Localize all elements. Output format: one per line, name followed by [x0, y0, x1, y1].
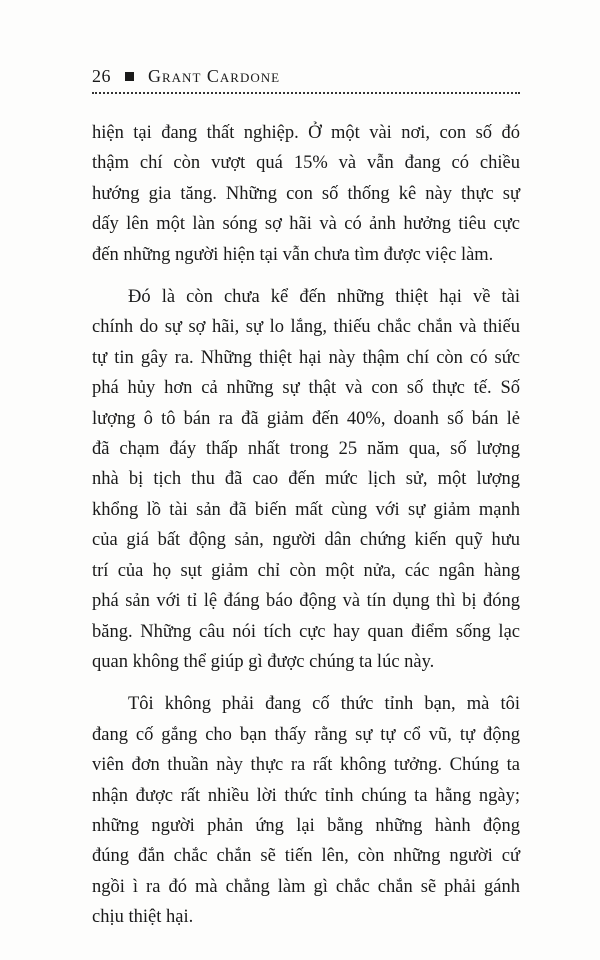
text-line: hiện tại đang thất nghiệp. Ở một vài nơi, con số đó [92, 123, 520, 143]
body-text [92, 118, 520, 933]
text-line: những người phản ứng lại bằng những hành động [92, 815, 520, 836]
text-line: chính do sự sợ hãi, sự lo lắng, thiếu chắc chắn và thiếu [92, 317, 520, 338]
square-bullet-icon [125, 72, 134, 81]
paragraph [92, 118, 520, 270]
text-line: Tôi không phải đang cố thức tỉnh bạn, mà tôi [128, 694, 520, 715]
text-line: đúng đắn chắc chắn sẽ tiến lên, còn những người cứ [92, 846, 520, 867]
text-line: tự tin gây ra. Những thiệt hại này thậm chí còn có sức [92, 347, 520, 368]
text-line: băng. Những câu nói tích cực hay quan điểm sống lạc [92, 621, 520, 642]
running-header [92, 62, 520, 90]
text-line: dấy lên một làn sóng sợ hãi và có ảnh hưởng tiêu cực [92, 214, 520, 235]
text-line: khổng lồ tài sản đã biến mất cùng với sự giảm mạnh [92, 499, 520, 520]
text-line: chịu thiệt hại. [92, 907, 194, 928]
paragraph [92, 282, 520, 677]
text-line: quan không thể giúp gì được chúng ta lúc này. [92, 651, 435, 672]
text-line: đang cố gắng cho bạn thấy rằng sự tự cổ vũ, tự động [92, 724, 520, 745]
text-line: nhận được rất nhiều lời thức tỉnh chúng ta hằng ngày; [92, 785, 520, 806]
text-line: phá sản với tỉ lệ đáng báo động và tín dụng thì bị đóng [92, 591, 520, 612]
header-divider [92, 92, 520, 94]
paragraph [92, 689, 520, 932]
text-line: nhà bị tịch thu đã cao đến mức lịch sử, một lượng [92, 469, 520, 490]
text-line: trí của họ sụt giảm chỉ còn một nửa, các ngân hàng [92, 560, 520, 581]
text-line: thậm chí còn vượt quá 15% và vẫn đang có chiều [92, 153, 520, 174]
text-line: hướng gia tăng. Những con số thống kê này thực sự [92, 183, 520, 204]
text-line: lượng ô tô bán ra đã giảm đến 40%, doanh số bán lẻ [92, 408, 520, 429]
text-line: viên đơn thuần này thực ra rất không tưởng. Chúng ta [92, 755, 520, 776]
author-name: Grant Cardone [148, 65, 281, 86]
text-line: đến những người hiện tại vẫn chưa tìm được việc làm. [92, 244, 494, 265]
text-line: Đó là còn chưa kể đến những thiệt hại về tài [128, 287, 520, 308]
text-line: ngồi ì ra đó mà chẳng làm gì chắc chắn sẽ phải gánh [92, 876, 520, 897]
page-number: 26 [92, 65, 111, 86]
text-line: phá hủy hơn cả những sự thật và con số thực tế. Số [92, 378, 520, 399]
text-line: đã chạm đáy thấp nhất trong 25 năm qua, số lượng [92, 439, 520, 460]
text-line: của giá bất động sản, người dân chứng kiến quỹ hưu [92, 530, 520, 551]
